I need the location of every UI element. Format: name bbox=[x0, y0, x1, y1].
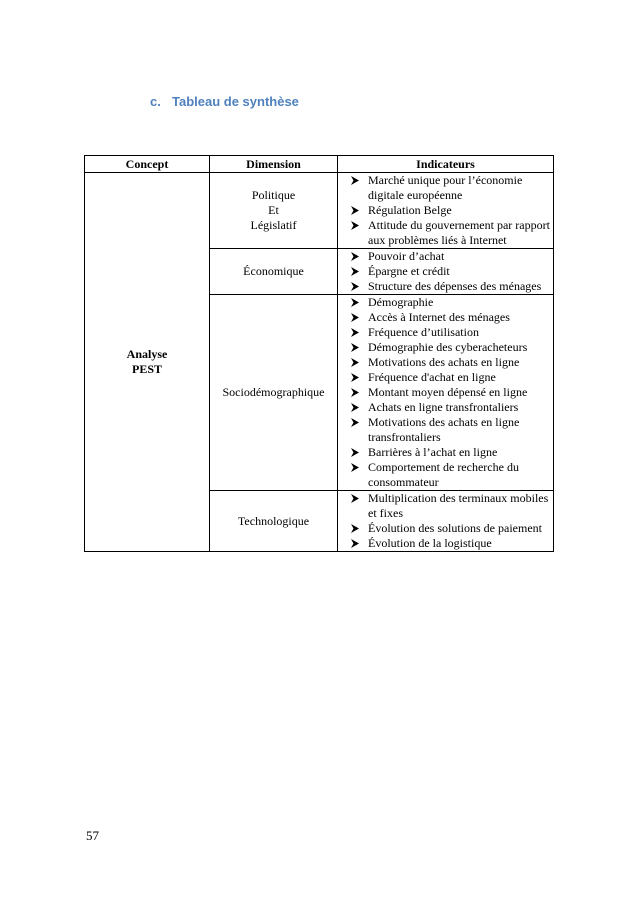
indicator-text: Démographie des cyberacheteurs bbox=[368, 340, 528, 354]
arrow-bullet-icon bbox=[350, 205, 360, 216]
list-item bbox=[338, 521, 553, 536]
dimension-cell bbox=[210, 491, 338, 552]
indicator-text: Comportement de recherche du consommateur bbox=[368, 460, 519, 489]
arrow-bullet-icon bbox=[350, 327, 360, 338]
list-item bbox=[338, 415, 553, 445]
list-item bbox=[338, 385, 553, 400]
section-letter: c. bbox=[150, 94, 161, 109]
indicator-text: Barrières à l’achat en ligne bbox=[368, 445, 498, 459]
indicator-text: Marché unique pour l’économie digitale européenne bbox=[368, 173, 523, 202]
list-item bbox=[338, 218, 553, 248]
arrow-bullet-icon bbox=[350, 447, 360, 458]
list-item bbox=[338, 536, 553, 551]
arrow-bullet-icon bbox=[350, 281, 360, 292]
arrow-bullet-icon bbox=[350, 357, 360, 368]
list-item bbox=[338, 203, 553, 218]
summary-table bbox=[84, 155, 554, 552]
arrow-bullet-icon bbox=[350, 493, 360, 504]
indicator-text: Motivations des achats en ligne transfrontaliers bbox=[368, 415, 520, 444]
concept-line: PEST bbox=[131, 362, 162, 376]
header-indicators: Indicateurs bbox=[338, 156, 554, 173]
list-item bbox=[338, 325, 553, 340]
list-item bbox=[338, 249, 553, 264]
dimension-line: Législatif bbox=[250, 218, 297, 232]
arrow-bullet-icon bbox=[350, 266, 360, 277]
indicator-list bbox=[338, 173, 553, 248]
page-number: 57 bbox=[86, 828, 99, 843]
arrow-bullet-icon bbox=[350, 523, 360, 534]
arrow-bullet-icon bbox=[350, 220, 360, 231]
header-dimension: Dimension bbox=[210, 156, 338, 173]
arrow-bullet-icon bbox=[350, 402, 360, 413]
indicator-text: Fréquence d’utilisation bbox=[368, 325, 479, 339]
dimension-line: Économique bbox=[243, 264, 304, 278]
header-concept: Concept bbox=[85, 156, 210, 173]
indicator-text: Épargne et crédit bbox=[368, 264, 450, 278]
indicators-cell bbox=[338, 173, 554, 249]
indicators-cell bbox=[338, 295, 554, 491]
indicator-text: Achats en ligne transfrontaliers bbox=[368, 400, 519, 414]
dimension-cell bbox=[210, 249, 338, 295]
list-item bbox=[338, 264, 553, 279]
table-row bbox=[85, 173, 554, 249]
arrow-bullet-icon bbox=[350, 538, 360, 549]
list-item bbox=[338, 340, 553, 355]
arrow-bullet-icon bbox=[350, 387, 360, 398]
arrow-bullet-icon bbox=[350, 417, 360, 428]
dimension-cell bbox=[210, 173, 338, 249]
list-item bbox=[338, 491, 553, 521]
arrow-bullet-icon bbox=[350, 175, 360, 186]
section-title: Tableau de synthèse bbox=[172, 94, 299, 109]
list-item bbox=[338, 355, 553, 370]
indicator-text: Évolution des solutions de paiement bbox=[368, 521, 542, 535]
indicator-list bbox=[338, 295, 553, 490]
list-item bbox=[338, 400, 553, 415]
list-item bbox=[338, 370, 553, 385]
indicator-text: Motivations des achats en ligne bbox=[368, 355, 520, 369]
list-item bbox=[338, 173, 553, 203]
arrow-bullet-icon bbox=[350, 372, 360, 383]
indicator-text: Multiplication des terminaux mobiles et fixes bbox=[368, 491, 549, 520]
concept-line: Analyse bbox=[126, 347, 168, 361]
dimension-line: Technologique bbox=[237, 513, 310, 528]
indicator-text: Démographie bbox=[368, 295, 434, 309]
list-item bbox=[338, 310, 553, 325]
arrow-bullet-icon bbox=[350, 462, 360, 473]
indicator-text: Régulation Belge bbox=[368, 203, 452, 217]
dimension-line: Et bbox=[268, 203, 279, 217]
concept-cell bbox=[85, 173, 210, 552]
indicators-cell bbox=[338, 249, 554, 295]
indicator-text: Attitude du gouvernement par rapport aux problèmes liés à Internet bbox=[368, 218, 550, 247]
indicator-list bbox=[338, 491, 553, 551]
arrow-bullet-icon bbox=[350, 342, 360, 353]
list-item bbox=[338, 295, 553, 310]
indicator-text: Accès à Internet des ménages bbox=[368, 310, 510, 324]
table-header-row bbox=[85, 156, 554, 173]
dimension-line: Politique bbox=[251, 188, 296, 202]
arrow-bullet-icon bbox=[350, 251, 360, 262]
indicator-text: Fréquence d'achat en ligne bbox=[368, 370, 496, 384]
dimension-line: Sociodémographique bbox=[222, 385, 325, 399]
indicator-text: Montant moyen dépensé en ligne bbox=[368, 385, 528, 399]
list-item bbox=[338, 279, 553, 294]
indicator-text: Structure des dépenses des ménages bbox=[368, 279, 542, 293]
list-item bbox=[338, 460, 553, 490]
arrow-bullet-icon bbox=[350, 312, 360, 323]
dimension-cell bbox=[210, 295, 338, 491]
indicator-text: Pouvoir d’achat bbox=[368, 249, 445, 263]
arrow-bullet-icon bbox=[350, 297, 360, 308]
indicator-text: Évolution de la logistique bbox=[368, 536, 492, 550]
section-heading bbox=[150, 94, 299, 109]
indicators-cell bbox=[338, 491, 554, 552]
list-item bbox=[338, 445, 553, 460]
indicator-list bbox=[338, 249, 553, 294]
